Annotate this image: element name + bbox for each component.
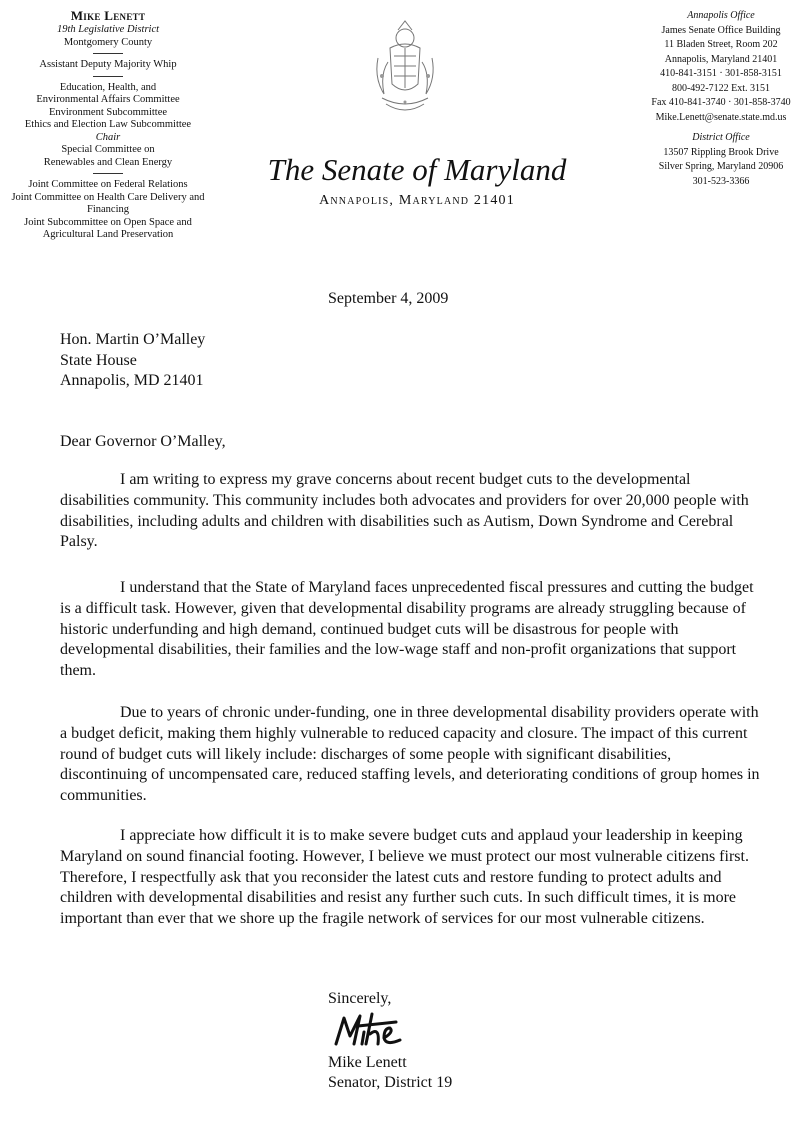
recipient-name: Hon. Martin O’Malley — [60, 331, 206, 348]
senate-location: Annapolis, Maryland 21401 — [319, 193, 515, 208]
divider — [93, 173, 123, 174]
district-office-label: District Office — [692, 132, 750, 143]
legislative-district: 19th Legislative District — [56, 24, 160, 35]
letterhead-left-column — [4, 8, 212, 242]
signer-block — [328, 1053, 452, 1093]
office-phones: 410-841-3151 · 301-858-3151 — [660, 68, 782, 79]
office-city: Annapolis, Maryland 21401 — [664, 53, 778, 65]
handwritten-signature — [330, 1010, 410, 1050]
toll-free-phone: 800-492-7122 Ext. 3151 — [671, 82, 771, 94]
closing: Sincerely, — [328, 990, 392, 1007]
senator-name: Mike Lenett — [70, 8, 146, 23]
county: Montgomery County — [63, 36, 153, 48]
joint-committee-federal-relations: Joint Committee on Federal Relations — [28, 179, 188, 190]
recipient-city: Annapolis, MD 21401 — [60, 372, 204, 389]
email-address[interactable]: Mike.Lenett@senate.state.md.us — [655, 111, 787, 123]
body-paragraph-3: Due to years of chronic under-funding, one in three developmental disability providers operate with a budget deficit, making them highly vulnerable to reduced capacity and closure. The impact of this current round of budget cuts will likely include: discharges of some people with significant disabilities, discontinuing of uncompensated care, reduced staffing levels, and deteriorating conditions of group homes in communities. — [60, 704, 760, 805]
signer-title: Senator, District 19 — [328, 1074, 453, 1091]
annapolis-office-label: Annapolis Office — [687, 10, 755, 21]
divider — [93, 53, 123, 54]
maryland-seal-icon — [368, 18, 442, 122]
divider — [93, 76, 123, 77]
body-paragraph-4: I appreciate how difficult it is to make severe budget cuts and applaud your leadership in keeping Maryland on sound financial footing. However, I believe we must protect our most vulnerable citizens first. Therefore, I respectfully ask that you reconsider the latest cuts and restore funding to protect adults and children with developmental disabilities and resist any further such cuts. In such difficult times, it is more important than ever that we shore up the fragile network of services for our most vulnerable citizens. — [60, 827, 749, 928]
recipient-building: State House — [60, 351, 137, 369]
committee-education-health: Education, Health, and Environmental Affairs Committee — [36, 81, 180, 105]
chair-label: Chair — [95, 131, 121, 143]
subcommittee-ethics: Ethics and Election Law Subcommittee — [24, 119, 192, 130]
letterhead-right-column — [636, 9, 806, 189]
joint-subcommittee-open-space: Joint Subcommittee on Open Space and Agricultural Land Preservation — [24, 216, 192, 240]
recipient-address — [60, 330, 205, 392]
district-city: Silver Spring, Maryland 20906 — [658, 161, 784, 172]
body-paragraph-2: I understand that the State of Maryland faces unprecedented fiscal pressures and cutting the budget is a difficult task. However, given that developmental disability programs are already struggling because of historic underfunding and high demand, continued budget cuts will be disastrous for people with developmental disabilities, their families and the low-wage staff and non-profit organizations that support them. — [60, 579, 754, 680]
subcommittee-environment: Environment Subcommittee — [48, 106, 168, 118]
letter-date: September 4, 2009 — [328, 290, 449, 307]
office-street: 11 Bladen Street, Room 202 — [664, 39, 778, 50]
signer-name: Mike Lenett — [328, 1054, 407, 1071]
senate-title: The Senate of Maryland — [267, 152, 567, 187]
special-committee-renewables: Special Committee on Renewables and Clean Energy — [43, 144, 173, 168]
joint-committee-health-care: Joint Committee on Health Care Delivery and Financing — [11, 191, 205, 215]
body-paragraph-1: I am writing to express my grave concerns about recent budget cuts to the developmental disabilities community. This community includes both advocates and providers for over 20,000 people with disabilities, including adults and children with disabilities such as Autism, Down Syndrome and Cerebral Palsy. — [60, 471, 749, 551]
fax-numbers: Fax 410-841-3740 · 301-858-3740 — [651, 97, 791, 108]
office-building: James Senate Office Building — [661, 24, 781, 36]
district-street: 13507 Rippling Brook Drive — [663, 146, 779, 158]
salutation: Dear Governor O’Malley, — [60, 433, 226, 450]
leadership-role: Assistant Deputy Majority Whip — [39, 59, 177, 70]
district-phone: 301-523-3366 — [692, 175, 750, 187]
